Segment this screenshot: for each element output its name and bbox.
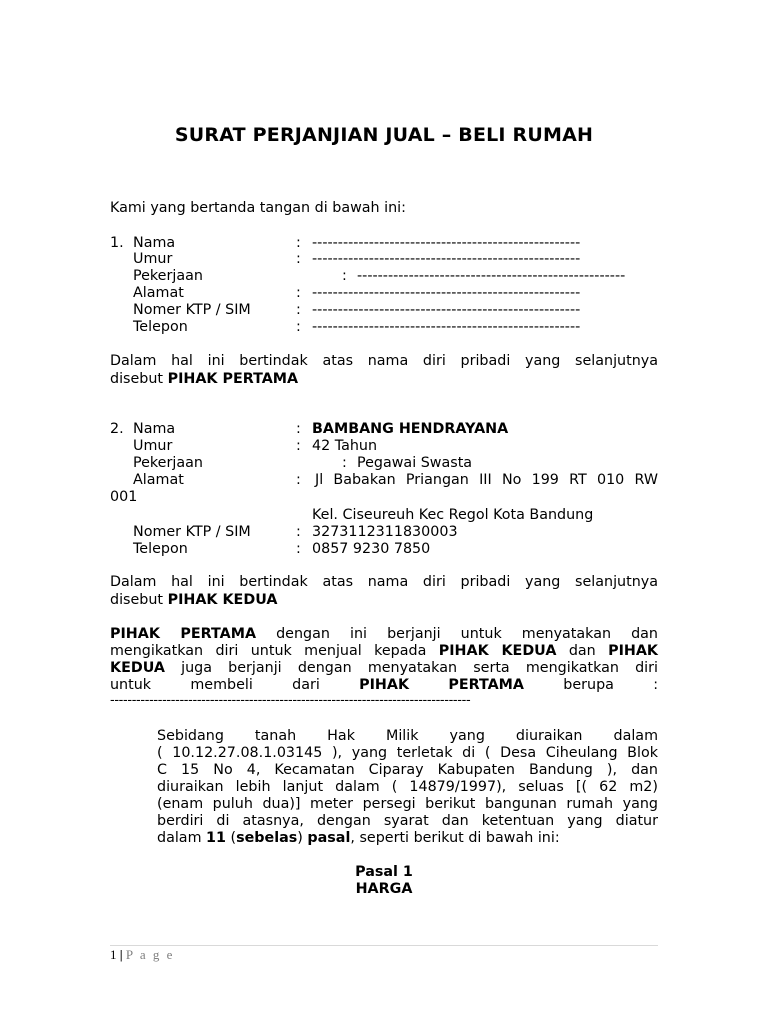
agreement-word: : [653, 677, 659, 693]
field-colon: : [296, 541, 301, 557]
field-colon: : [342, 455, 347, 471]
field-label: Pekerjaan [133, 455, 203, 471]
party2-age-value: 42 Tahun [312, 438, 378, 454]
agreement-line [110, 643, 658, 660]
field-label: Nama [133, 421, 176, 437]
property-line: (enam puluh dua)] meter persegi berikut bangunan rumah yang [157, 796, 658, 812]
party2-role: PIHAK KEDUA [167, 592, 278, 608]
party2-phone-value: 0857 9230 7850 [312, 541, 431, 557]
document-title: SURAT PERJANJIAN JUAL – BELI RUMAH [174, 124, 594, 146]
party2-statement: Dalam hal ini bertindak atas nama diri pribadi yang selanjutnya [110, 574, 658, 590]
party1-number: 1. [110, 235, 124, 251]
party1-address-row [0, 285, 768, 302]
property-line: C 15 No 4, Kecamatan Ciparay Kabupaten Bandung ), dan [157, 762, 658, 778]
agreement-text: dengan ini berjanji untuk menyatakan dan [276, 626, 658, 642]
party2-age-row [0, 438, 768, 455]
property-text: ( [230, 830, 237, 846]
party-first-ref: PERTAMA [448, 677, 524, 693]
blank-line: ---------------------------------------------------- [312, 285, 581, 301]
blank-line: ---------------------------------------------------- [312, 302, 581, 318]
agreement-word: dari [292, 677, 320, 693]
party2-number: 2. [110, 421, 124, 437]
party2-job-value: Pegawai Swasta [357, 455, 473, 471]
field-label: Pekerjaan [133, 268, 203, 284]
field-label: Nomer KTP / SIM [133, 524, 251, 540]
agreement-text: juga berjanji dengan menyatakan serta mengikatkan diri [181, 660, 659, 676]
pasal-count: 11 [206, 830, 226, 846]
page-number: 1 [110, 947, 117, 962]
agreement-line [110, 660, 658, 677]
agreement-word: membeli [190, 677, 253, 693]
field-label: Alamat [133, 472, 184, 488]
party1-id-row [0, 302, 768, 319]
agreement-line [110, 626, 658, 643]
page-footer [110, 947, 174, 963]
party2-name-value: BAMBANG HENDRAYANA [312, 421, 509, 437]
field-colon: : [296, 524, 301, 540]
party-second-ref: PIHAK KEDUA [438, 643, 557, 659]
party2-job-row [0, 455, 768, 472]
pasal-subheading: HARGA [355, 881, 413, 897]
party2-name-row [0, 421, 768, 438]
property-text: , seperti berikut di bawah ini: [350, 830, 560, 846]
pasal-count-words: sebelas [236, 830, 298, 846]
property-line: Sebidang tanah Hak Milik yang diuraikan dalam [157, 728, 658, 744]
designation-prefix: disebut [110, 592, 164, 608]
field-colon: : [296, 235, 301, 251]
party2-address-wrap: 001 [110, 489, 138, 505]
field-colon: : [296, 302, 301, 318]
property-text: dalam [157, 830, 202, 846]
designation-prefix: disebut [110, 371, 164, 387]
field-label: Nomer KTP / SIM [133, 302, 251, 318]
field-label: Telepon [133, 541, 188, 557]
agreement-word: berupa [563, 677, 614, 693]
field-colon: : [296, 251, 301, 267]
field-colon: : [296, 438, 301, 454]
property-line-last [157, 830, 560, 847]
property-line: diuraikan lebih lanjut dalam ( 14879/1997), seluas [( 62 m2) [157, 779, 658, 795]
page-label: P a g e [125, 947, 175, 962]
agreement-word: untuk [110, 677, 152, 693]
party-first-ref: PIHAK [359, 677, 410, 693]
party1-phone-row [0, 319, 768, 336]
field-label: Alamat [133, 285, 184, 301]
pasal-heading: Pasal 1 [355, 864, 413, 880]
property-line: ( 10.12.27.08.1.03145 ), yang terletak di ( Desa Ciheulang Blok [157, 745, 658, 761]
field-label: Umur [133, 438, 173, 454]
field-colon: : [296, 319, 301, 335]
field-colon: : [296, 421, 301, 437]
field-label: Nama [133, 235, 176, 251]
property-text: ) [297, 830, 303, 846]
footer-separator: | [119, 947, 123, 962]
property-line: berdiri di atasnya, dengan syarat dan ketentuan yang diatur [157, 813, 658, 829]
party2-phone-row [0, 541, 768, 558]
party1-statement: Dalam hal ini bertindak atas nama diri pribadi yang selanjutnya [110, 353, 658, 369]
field-label: Telepon [133, 319, 188, 335]
dash-line: ----------------------------------------------------------------------------------- [110, 693, 471, 708]
field-colon: : [296, 285, 301, 301]
party1-name-row [0, 235, 768, 252]
party2-address-line2: Kel. Ciseureuh Kec Regol Kota Bandung [312, 507, 594, 523]
party2-address-line1: Jl Babakan Priangan III No 199 RT 010 RW [315, 472, 658, 488]
blank-line: ---------------------------------------------------- [357, 268, 626, 284]
party-first-ref: PIHAK PERTAMA [110, 626, 257, 642]
party1-age-row [0, 251, 768, 268]
party2-id-value: 3273112311830003 [312, 524, 458, 540]
party2-designation [110, 592, 277, 609]
party1-designation [110, 371, 298, 388]
pasal-word: pasal [307, 830, 351, 846]
field-colon: : [342, 268, 347, 284]
footer-divider [110, 945, 658, 946]
field-colon: : [296, 472, 301, 488]
party1-job-row [0, 268, 768, 285]
intro-text: Kami yang bertanda tangan di bawah ini: [110, 200, 406, 216]
field-label: Umur [133, 251, 173, 267]
party2-address-row [0, 472, 768, 489]
blank-line: ---------------------------------------------------- [312, 235, 581, 251]
blank-line: ---------------------------------------------------- [312, 251, 581, 267]
agreement-text: dan [568, 643, 596, 659]
party-second-ref: KEDUA [110, 660, 165, 676]
blank-line: ---------------------------------------------------- [312, 319, 581, 335]
party-second-ref: PIHAK [608, 643, 659, 659]
party2-id-row [0, 524, 768, 541]
agreement-text: mengikatkan diri untuk menjual kepada [110, 643, 427, 659]
party1-role: PIHAK PERTAMA [167, 371, 299, 387]
